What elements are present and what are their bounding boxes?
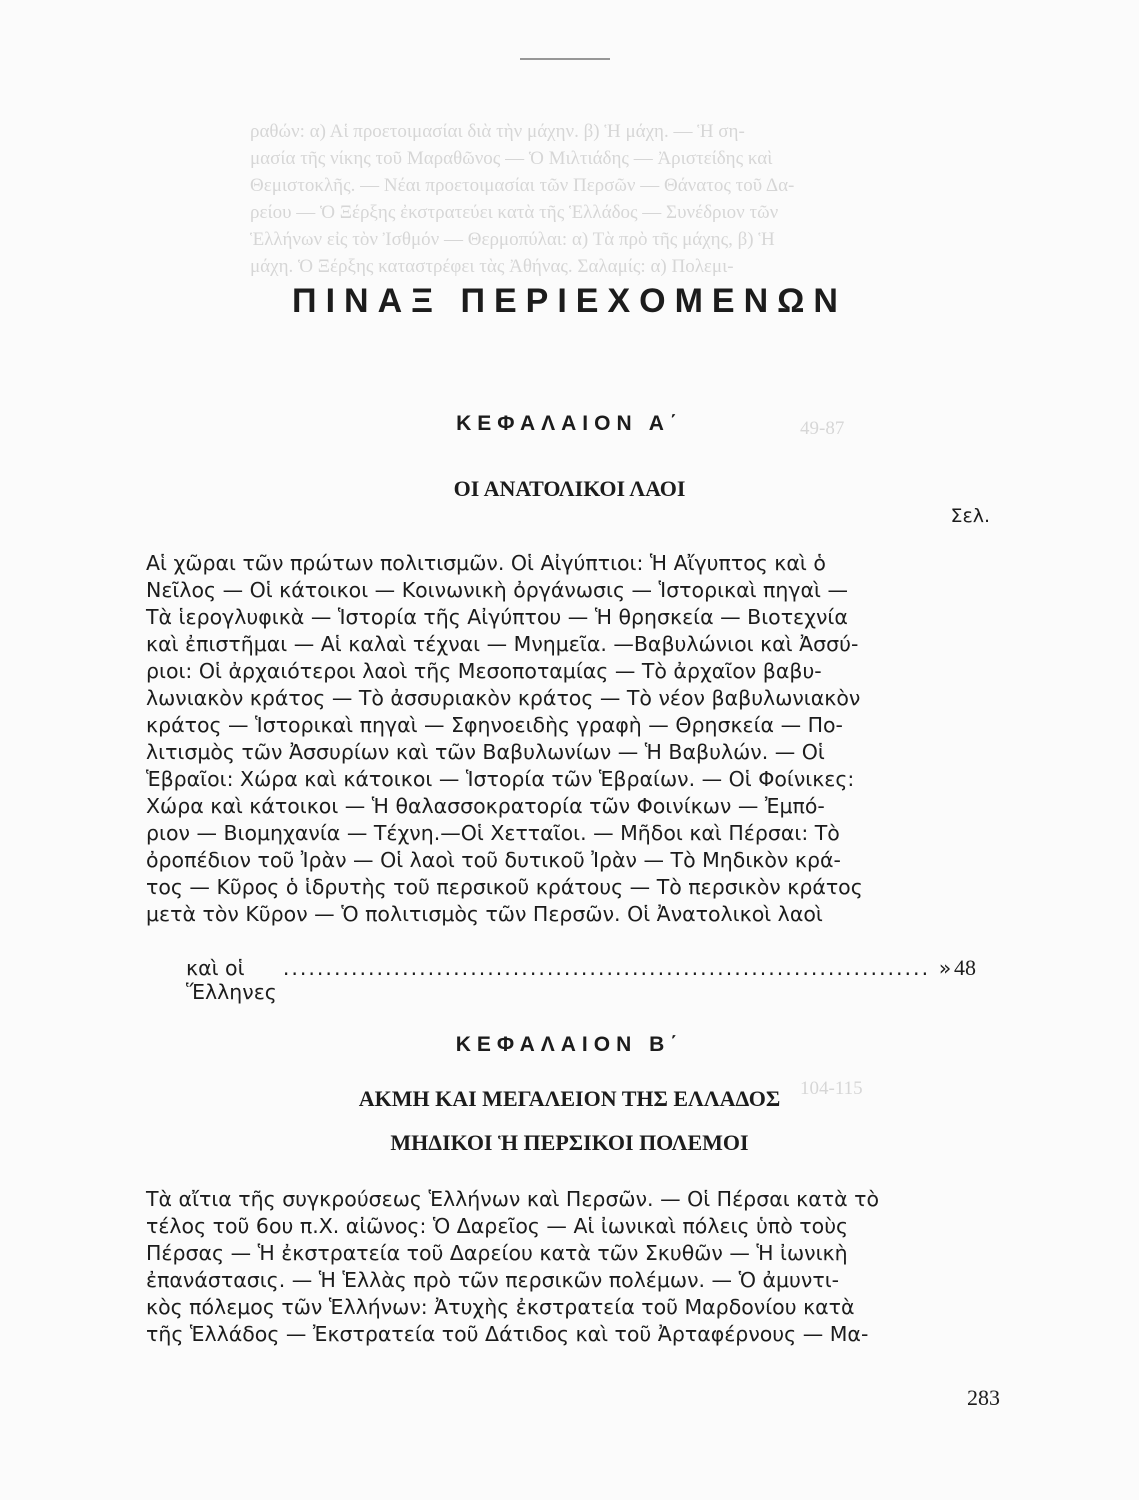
show-through-text: 104-115 xyxy=(800,1078,863,1099)
show-through-text: μασία τῆς νίκης τοῦ Μαραθῶνος — Ὁ Μιλτιάδης — Ἀριστείδης καὶ xyxy=(250,148,773,169)
show-through-text: 49-87 xyxy=(800,418,845,439)
show-through-text: μάχη. Ὁ Ξέρξης καταστρέφει τὰς Ἀθήνας. Σαλαμίς: α) Πολεμι- xyxy=(250,256,734,277)
show-through-text: ρείου — Ὁ Ξέρξης ἐκστρατεύει κατὰ τῆς Ἑλλάδος — Συνέδριον τῶν xyxy=(250,202,779,223)
page-title: ΠΙΝΑΞ ΠΕΡΙΕΧΟΜΕΝΩΝ xyxy=(292,282,847,320)
page-number: 283 xyxy=(967,1385,1000,1410)
text-line: καὶ ἐπιστῆμαι — Αἱ καλαὶ τέχναι — Μνημεῖα. —Βαβυλώνιοι καὶ Ἀσσύ- xyxy=(146,632,859,656)
ditto-mark: » xyxy=(938,956,952,980)
dot-leader: ............................................................................ xyxy=(282,956,931,980)
text-line: Πέρσας — Ἡ ἐκστρατεία τοῦ Δαρείου κατὰ τῶν Σκυθῶν — Ἡ ἰωνικὴ xyxy=(146,1241,848,1265)
show-through-text: Θεμιστοκλῆς. — Νέαι προετοιμασίαι τῶν Περσῶν — Θάνατος τοῦ Δα- xyxy=(250,175,795,196)
text-line: ὀροπέδιον τοῦ Ἰρὰν — Οἱ λαοὶ τοῦ δυτικοῦ Ἰρὰν — Τὸ Μηδικὸν κρά- xyxy=(146,848,841,872)
chapter-a-contents xyxy=(146,550,884,928)
text-line: Τὰ αἴτια τῆς συγκρούσεως Ἑλλήνων καὶ Περσῶν. — Οἱ Πέρσαι κατὰ τὸ xyxy=(146,1187,880,1211)
chapter-b-heading-1: ΑΚΜΗ ΚΑΙ ΜΕΓΑΛΕΙΟΝ ΤΗΣ ΕΛΛΑΔΟΣ xyxy=(358,1086,781,1111)
chapter-a-page-number: 48 xyxy=(954,955,976,980)
chapter-a-heading: ΟΙ ΑΝΑΤΟΛΙΚΟΙ ΛΑΟΙ xyxy=(453,476,686,501)
text-line: Νεῖλος — Οἱ κάτοικοι — Κοινωνικὴ ὀργάνωσις — Ἱστορικαὶ πηγαὶ — xyxy=(146,578,848,602)
show-through-text: Ἑλλήνων εἰς τὸν Ἰσθμόν — Θερμοπύλαι: α) Τὰ πρὸ τῆς μάχης, β) Ἡ xyxy=(250,229,775,250)
last-line-text: καὶ οἱ Ἕλληνες xyxy=(186,956,277,1004)
text-line: ριοι: Οἱ ἀρχαιότεροι λαοὶ τῆς Μεσοποταμίας — Τὸ ἀρχαῖον βαβυ- xyxy=(146,659,822,683)
text-line: κράτος — Ἱστορικαὶ πηγαὶ — Σφηνοειδὴς γραφὴ — Θρησκεία — Πο- xyxy=(146,713,843,737)
text-line: τῆς Ἑλλάδος — Ἐκστρατεία τοῦ Δάτιδος καὶ τοῦ Ἀρταφέρνους — Μα- xyxy=(146,1322,869,1346)
text-line: τέλος τοῦ 6ου π.Χ. αἰῶνος: Ὁ Δαρεῖος — Αἱ ἰωνικαὶ πόλεις ὑπὸ τοὺς xyxy=(146,1214,849,1238)
text-line: λωνιακὸν κράτος — Τὸ ἀσσυριακὸν κράτος — Τὸ νέον βαβυλωνιακὸν xyxy=(146,686,861,710)
text-line: μετὰ τὸν Κῦρον — Ὁ πολιτισμὸς τῶν Περσῶν. Οἱ Ἀνατολικοὶ λαοὶ xyxy=(146,902,823,926)
text-line: Χώρα καὶ κάτοικοι — Ἡ θαλασσοκρατορία τῶν Φοινίκων — Ἐμπό- xyxy=(146,794,825,818)
chapter-a-last-line xyxy=(186,955,976,1004)
chapter-b-label: ΚΕΦΑΛΑΙΟΝ Β΄ xyxy=(455,1033,684,1056)
text-line: ριον — Βιομηχανία — Τέχνη.—Οἱ Χετταῖοι. — Μῆδοι καὶ Πέρσαι: Τὸ xyxy=(146,821,840,845)
text-line: Ἑβραῖοι: Χώρα καὶ κάτοικοι — Ἱστορία τῶν Ἑβραίων. — Οἱ Φοίνικες: xyxy=(146,767,855,791)
show-through-text: ραθών: α) Αἱ προετοιμασίαι διὰ τὴν μάχην. β) Ἡ μάχη. — Ἡ ση- xyxy=(250,121,745,142)
chapter-a-label: ΚΕΦΑΛΑΙΟΝ Α΄ xyxy=(456,412,683,435)
text-line: Αἱ χῶραι τῶν πρώτων πολιτισμῶν. Οἱ Αἰγύπτιοι: Ἡ Αἴγυπτος καὶ ὁ xyxy=(146,551,826,575)
text-line: Τὰ ἱερογλυφικὰ — Ἱστορία τῆς Αἰγύπτου — Ἡ θρησκεία — Βιοτεχνία xyxy=(146,605,848,629)
top-smudge-mark xyxy=(520,58,610,60)
chapter-b-heading-2: ΜΗΔΙΚΟΙ Ἡ ΠΕΡΣΙΚΟΙ ΠΟΛΕΜΟΙ xyxy=(390,1130,749,1155)
page-column-label: Σελ. xyxy=(950,505,990,527)
text-line: λιτισμὸς τῶν Ἀσσυρίων καὶ τῶν Βαβυλωνίων — Ἡ Βαβυλών. — Οἱ xyxy=(146,740,825,764)
text-line: ἐπανάστασις. — Ἡ Ἑλλὰς πρὸ τῶν περσικῶν πολέμων. — Ὁ ἀμυντι- xyxy=(146,1268,840,1292)
chapter-b-contents xyxy=(146,1186,884,1348)
text-line: κὸς πόλεμος τῶν Ἑλλήνων: Ἀτυχὴς ἐκστρατεία τοῦ Μαρδονίου κατὰ xyxy=(146,1295,855,1319)
text-line: τος — Κῦρος ὁ ἱδρυτὴς τοῦ περσικοῦ κράτους — Τὸ περσικὸν κράτος xyxy=(146,875,863,899)
